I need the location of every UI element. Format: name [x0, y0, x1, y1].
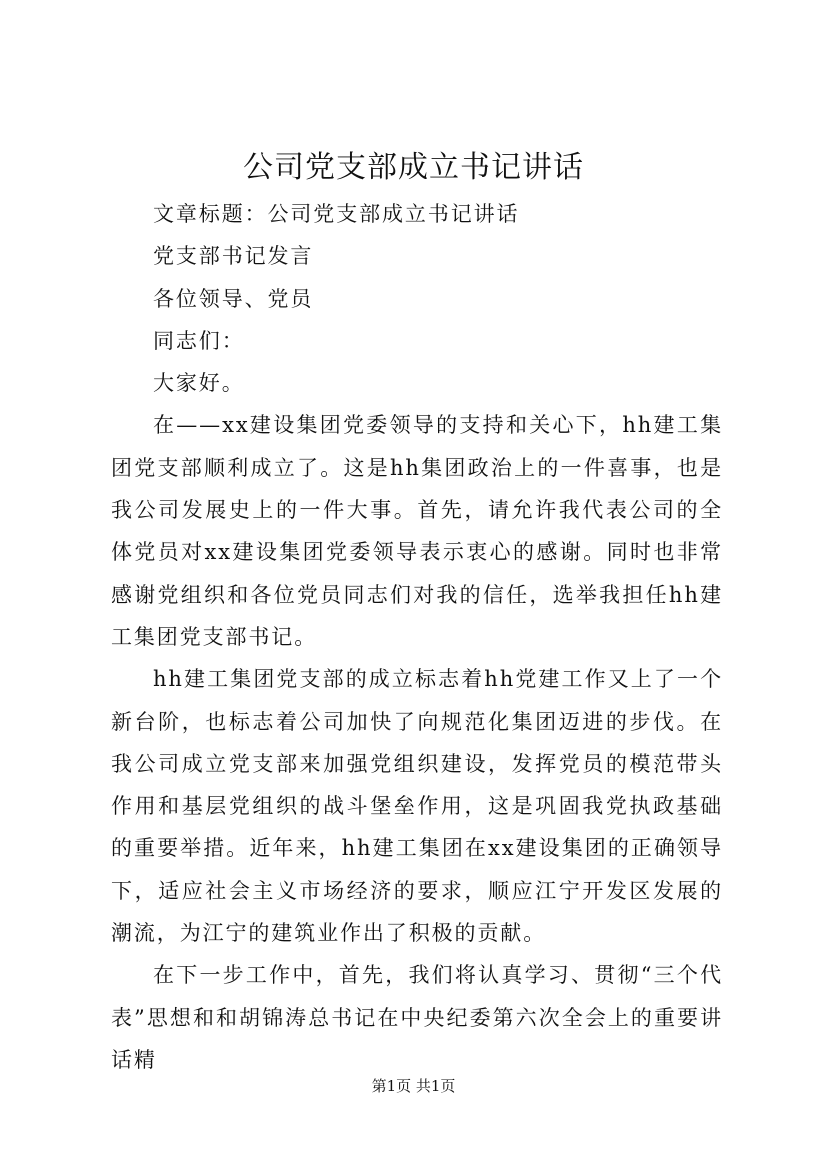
paragraph-speech-heading: 党支部书记发言	[153, 244, 314, 269]
paragraph-greeting-leaders: 各位领导、党员	[153, 286, 314, 311]
paragraph-founding: 在——xx建设集团党委领导的支持和关心下，hh建工集团党支部顺利成立了。这是hh集团政治上的一件喜事，也是我公司发展史上的一件大事。首先，请允许我代表公司的全体党员对xx建设集团党委领导表示衷心的感谢。同时也非常感谢党组织和各位党员同志们对我的信任，选举我担任hh建工集团党支部书记。	[111, 413, 723, 649]
paragraph-hello: 大家好。	[153, 371, 245, 396]
paragraph-significance: hh建工集团党支部的成立标志着hh党建工作又上了一个新台阶，也标志着公司加快了向规范化集团迈进的步伐。在我公司成立党支部来加强党组织建设，发挥党员的模范带头作用和基层党组织的战斗堡垒作用，这是巩固我党执政基础的重要举措。近年来，hh建工集团在xx建设集团的正确领导下，适应社会主义市场经济的要求，顺应江宁开发区发展的潮流，为江宁的建筑业作出了积极的贡献。	[111, 667, 723, 946]
paragraph-greeting-comrades: 同志们：	[153, 328, 245, 353]
paragraph-article-title: 文章标题：公司党支部成立书记讲话	[153, 202, 520, 226]
page-number-footer: 第1页 共1页	[371, 1077, 456, 1095]
paragraph-next-steps: 在下一步工作中，首先，我们将认真学习、贯彻“三个代表”思想和和胡锦涛总书记在中央纪委第六次全会上的重要讲话精	[111, 963, 723, 1072]
document-title: 公司党支部成立书记讲话	[243, 150, 584, 185]
document-body	[111, 193, 723, 1081]
